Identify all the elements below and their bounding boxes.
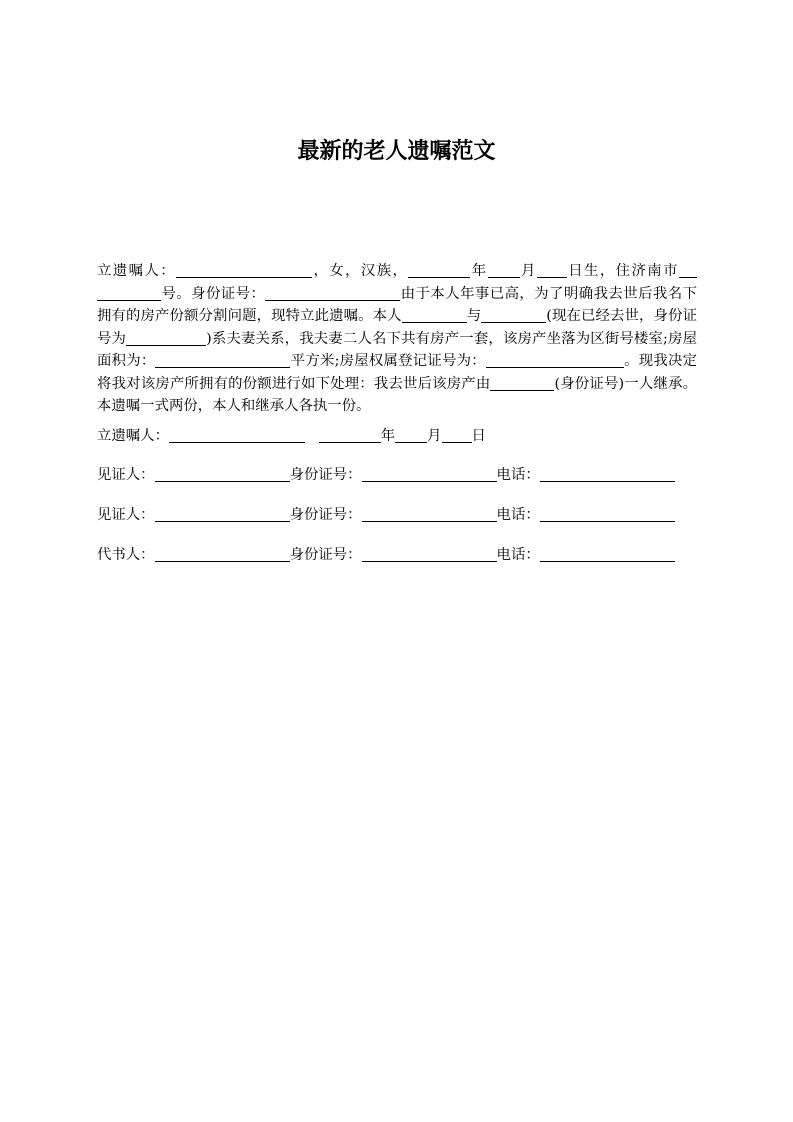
- page-title: 最新的老人遗嘱范文: [297, 139, 496, 164]
- will-body-paragraph: [97, 260, 697, 418]
- witness-row-1: [97, 464, 697, 486]
- signature-year-blank[interactable]: [319, 428, 381, 443]
- scribe-id-blank[interactable]: [362, 547, 497, 562]
- signature-date-row: [97, 425, 697, 447]
- address-blank-part2[interactable]: [97, 286, 161, 301]
- signature-day-blank[interactable]: [442, 428, 472, 443]
- witness-2-phone-label: 电话：: [496, 507, 540, 523]
- address-blank-part1[interactable]: [679, 263, 697, 278]
- spouse-id-blank[interactable]: [126, 331, 206, 346]
- testator-id-blank[interactable]: [265, 286, 400, 301]
- body-text-registration: 平方米;房屋权属登记证号为：: [290, 353, 486, 369]
- house-area-blank[interactable]: [155, 353, 290, 368]
- signature-month-blank[interactable]: [395, 428, 427, 443]
- witness-row-2: [97, 504, 697, 526]
- body-text-closing: (身份证号)一人继承。本遗嘱一式两份，本人和继承人各执一份。: [97, 375, 697, 414]
- witness-2-name-label: 见证人：: [97, 507, 155, 523]
- heir-name-blank[interactable]: [490, 376, 554, 391]
- scribe-name-label: 代书人：: [97, 547, 155, 563]
- body-text-purpose: 由于本人年事已高，为了明确我去世后我名下拥有的房产份额分割问题，现特立此遗嘱。本人: [97, 285, 697, 324]
- signature-testator-label: 立遗嘱人：: [97, 428, 169, 444]
- body-text-property-location: )系夫妻关系，我夫妻二人名下共有房产一套，该房产坐落为区街号楼室;房屋面积为：: [97, 330, 697, 369]
- witness-2-id-label: 身份证号：: [289, 507, 362, 523]
- body-text-disposition: 。现我决定将我对该房产所拥有的份额进行如下处理：我去世后该房产由: [97, 353, 697, 392]
- scribe-phone-label: 电话：: [496, 547, 540, 563]
- birth-month-blank[interactable]: [488, 263, 520, 278]
- body-text-and: 与: [466, 308, 482, 324]
- witness-1-id-label: 身份证号：: [289, 467, 362, 483]
- scribe-phone-blank[interactable]: [540, 547, 675, 562]
- witness-1-phone-label: 电话：: [496, 467, 540, 483]
- birth-year-blank[interactable]: [408, 263, 470, 278]
- scribe-id-label: 身份证号：: [289, 547, 362, 563]
- body-text-id-label: 号。身份证号：: [161, 285, 266, 302]
- witness-2-phone-blank[interactable]: [540, 507, 675, 522]
- signature-day-label: 日: [471, 428, 486, 444]
- birth-year-label: 年: [470, 263, 488, 279]
- witness-1-name-blank[interactable]: [155, 467, 290, 482]
- body-text-spouse-deceased: (现在已经去世，身份证号为: [97, 308, 697, 347]
- witness-1-name-label: 见证人：: [97, 467, 155, 483]
- spouse-name-blank[interactable]: [481, 308, 546, 323]
- signature-month-label: 月: [427, 428, 442, 444]
- body-text-residence: 日生，住济南市: [566, 263, 679, 279]
- witness-2-name-blank[interactable]: [155, 507, 290, 522]
- registration-blank-part2[interactable]: [504, 353, 624, 368]
- registration-blank-part1[interactable]: [486, 353, 504, 368]
- birth-month-label: 月: [519, 263, 537, 279]
- signature-year-label: 年: [380, 428, 396, 444]
- body-text-gender-ethnicity: ，女，汉族，: [312, 263, 409, 279]
- witness-2-id-blank[interactable]: [362, 507, 497, 522]
- witness-1-phone-blank[interactable]: [540, 467, 675, 482]
- witness-1-id-blank[interactable]: [362, 467, 497, 482]
- scribe-name-blank[interactable]: [155, 547, 290, 562]
- signature-name-blank[interactable]: [169, 428, 305, 443]
- spouse-self-name-blank[interactable]: [402, 308, 467, 323]
- testator-name-blank[interactable]: [176, 263, 312, 278]
- scribe-row: [97, 544, 697, 566]
- birth-day-blank[interactable]: [537, 263, 567, 278]
- testator-label: 立遗嘱人：: [97, 263, 177, 279]
